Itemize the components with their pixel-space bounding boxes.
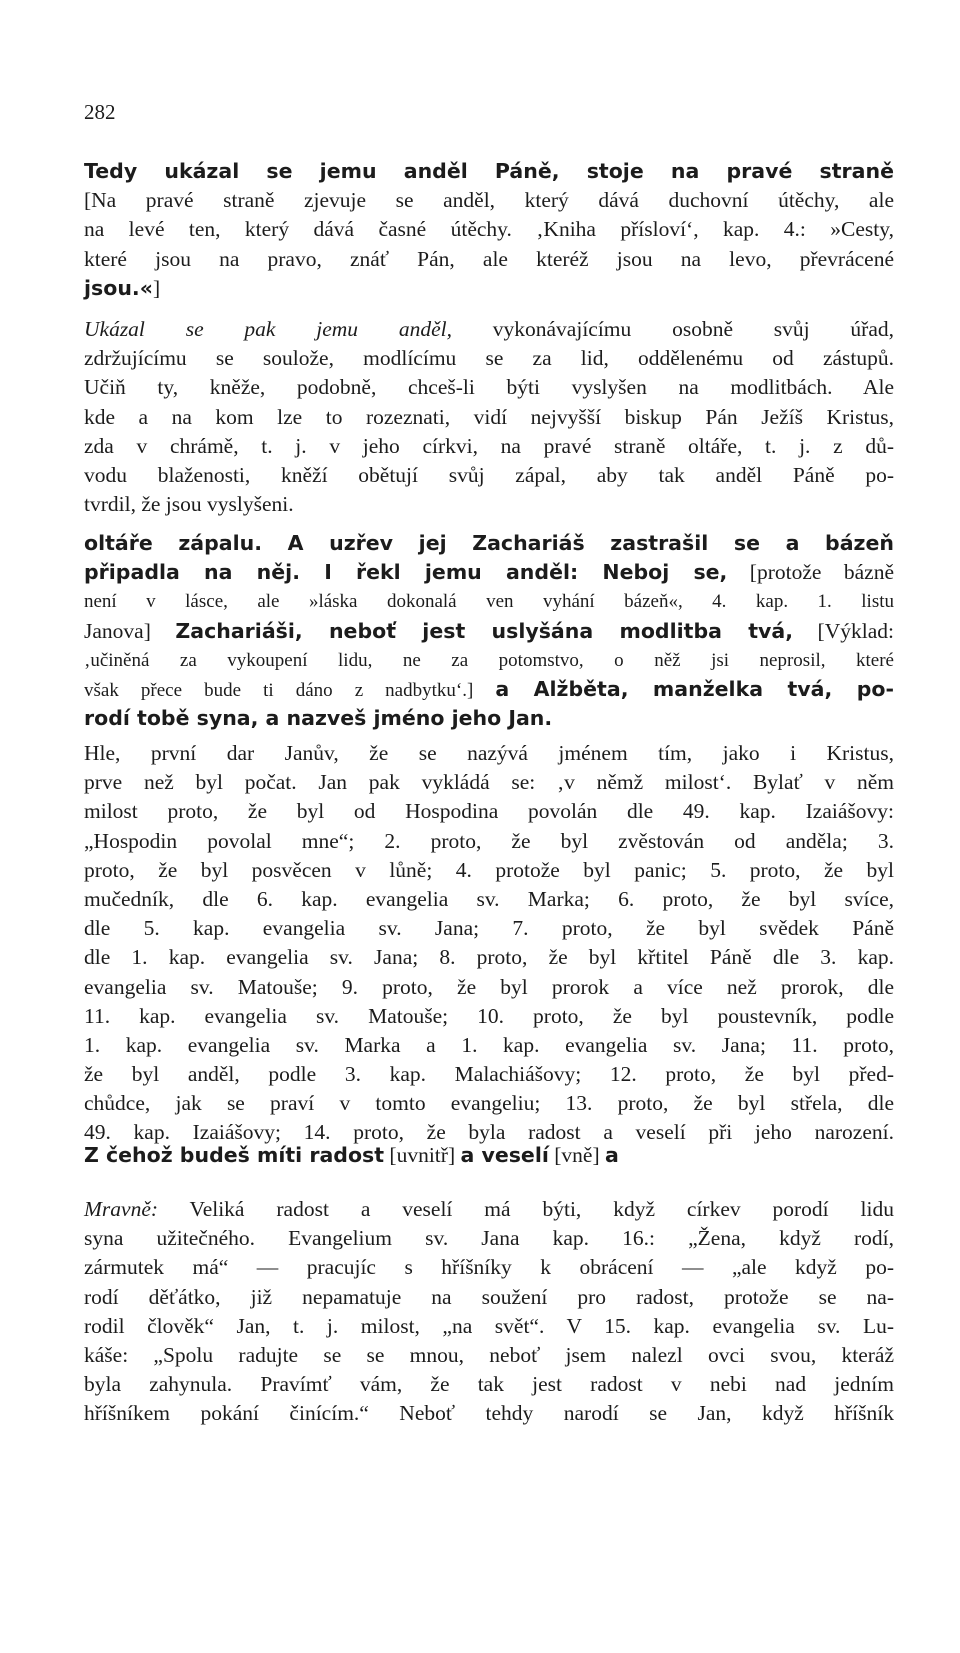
commentary-text: zdržujícímu se soulože, modlícímu se za lid, oddělenému od zástupů. (84, 346, 894, 371)
commentary-text: [protože bázně (727, 560, 894, 585)
text-line (84, 704, 894, 733)
commentary-text: chůdce, jak se praví v tomto evangeliu; 13. proto, že byl střela, dle (84, 1091, 894, 1116)
text-line (84, 215, 894, 244)
commentary-text: na levé ten, který dává časné útěchy. ‚Kniha přísloví‘, kap. 4.: »Cesty, (84, 217, 894, 242)
text-line (84, 973, 894, 1002)
text-line (84, 1002, 894, 1031)
commentary-text: mučedník, dle 6. kap. evangelia sv. Marka; 6. proto, že byl svíce, (84, 886, 894, 911)
text-line (84, 675, 894, 704)
italic-text: Mravně: (84, 1197, 159, 1221)
text-line (84, 1141, 894, 1170)
commentary-text: 1. kap. evangelia sv. Marka a 1. kap. evangelia sv. Jana; 11. proto, (84, 1032, 894, 1057)
bible-text: jsou.« (84, 275, 153, 300)
commentary-text: vykonávajícímu osobně svůj úřad, (451, 317, 894, 341)
commentary-text: není v lásce, ale »láska dokonalá ven vyhání bázeň«, 4. kap. 1. listu (84, 591, 894, 613)
commentary-text: [vně] (548, 1143, 606, 1167)
commentary-text: zda v chrámě, t. j. v jeho církvi, na pravé straně oltáře, t. j. z dů- (84, 433, 894, 458)
text-line (84, 1224, 894, 1253)
commentary-text: však přece bude ti dáno z nadbytku‘.] (84, 679, 496, 701)
text-line (84, 739, 894, 768)
text-line (84, 432, 894, 461)
text-line (84, 768, 894, 797)
bible-text: a Alžběta, manželka tvá, po- (495, 676, 894, 701)
bible-text: a veselí (460, 1143, 549, 1167)
commentary-text: syna užitečného. Evangelium sv. Jana kap. 16.: „Žena, když rodí, (84, 1226, 894, 1251)
commentary-text: 11. kap. evangelia sv. Matouše; 10. proto, že byl poustevník, podle (84, 1003, 894, 1028)
text-line (84, 1370, 894, 1399)
text-line (84, 587, 894, 616)
bible-text: rodí tobě syna, a nazveš jméno jeho Jan. (84, 706, 553, 731)
paragraph-moral-interpretation (84, 1195, 894, 1429)
italic-text: Ukázal se pak jemu anděl, (84, 317, 452, 341)
text-line (84, 186, 894, 215)
commentary-text: Učiň ty, kněže, podobně, chceš-li býti vyslyšen na modlitbách. Ale (84, 375, 894, 400)
bible-text: a (605, 1143, 619, 1167)
text-line (84, 646, 894, 675)
commentary-text: Hle, první dar Janův, že se nazývá jménem tím, jako i Kristus, (84, 741, 894, 765)
text-line (84, 373, 894, 402)
commentary-text: Janova] (84, 618, 176, 643)
paragraph-bible-verse-right-side (84, 157, 894, 303)
text-line (84, 885, 894, 914)
text-line (84, 1060, 894, 1089)
commentary-text: byla zahynula. Pravímť vám, že tak jest radost v nebi nad jedním (84, 1372, 894, 1397)
text-line (84, 558, 894, 587)
commentary-text: hříšníkem pokání činícím.“ Neboť tehdy narodí se Jan, když hříšník (84, 1401, 894, 1426)
page-number: 282 (84, 100, 116, 124)
commentary-text: Veliká radost a veselí má býti, když církev porodí lidu (158, 1197, 894, 1221)
text-line (84, 315, 894, 344)
text-line (84, 344, 894, 373)
text-line (84, 856, 894, 885)
commentary-text: [uvnitř] (384, 1143, 461, 1167)
text-line (84, 1312, 894, 1341)
text-line (84, 1341, 894, 1370)
commentary-text: evangelia sv. Matouše; 9. proto, že byl prorok a více než prorok, dle (84, 974, 894, 999)
text-line (84, 274, 894, 303)
text-line (84, 157, 894, 186)
text-line (84, 490, 894, 519)
commentary-text: rodí děťátko, již nepamatuje na soužení pro radost, protože se na- (84, 1284, 894, 1309)
commentary-text: kde a na kom lze to rozeznati, vidí nejvyšší biskup Pán Ježíš Kristus, (84, 404, 894, 429)
commentary-text: [Na pravé straně zjevuje se anděl, který dává duchovní útěchy, ale (84, 188, 894, 213)
paragraph-gifts-of-john (84, 739, 894, 1148)
commentary-text: rodil člověk“ Jan, t. j. milost, „na svět“. V 15. kap. evangelia sv. Lu- (84, 1313, 894, 1338)
bible-text: Tedy ukázal se jemu anděl Páně, stoje na pravé straně (84, 159, 894, 183)
text-line (84, 914, 894, 943)
text-line (84, 617, 894, 646)
commentary-text: zármutek má“ — pracujíc s hříšníky k obrácení — „ale když po- (84, 1255, 894, 1280)
text-line (84, 1089, 894, 1118)
text-line (84, 827, 894, 856)
paragraph-bible-verse-zachariah (84, 529, 894, 733)
text-line (84, 245, 894, 274)
commentary-text: ‚učiněná za vykoupení lidu, ne za potomstvo, o něž jsi neprosil, které (84, 649, 894, 671)
text-line (84, 1399, 894, 1428)
text-line (84, 403, 894, 432)
text-line (84, 461, 894, 490)
bible-text: připadla na něj. I řekl jemu anděl: Neboj se, (84, 560, 728, 585)
text-line (84, 1253, 894, 1282)
commentary-text: vodu blaženosti, kněží obětují svůj zápal, aby tak anděl Páně po- (84, 462, 894, 487)
commentary-text: které jsou na pravo, znáť Pán, ale kteréž jsou na levo, převrácené (84, 246, 894, 271)
commentary-text: tvrdil, že jsou vyslyšeni. (84, 492, 294, 517)
commentary-text: prve než byl počat. Jan pak vykládá se: ‚v němž milost‘. Bylať v něm (84, 770, 894, 795)
commentary-text: ] (152, 275, 161, 300)
text-line (84, 1283, 894, 1312)
commentary-text: dle 5. kap. evangelia sv. Jana; 7. proto, že byl svědek Páně (84, 916, 894, 941)
commentary-text: 49. kap. Izaiášovy; 14. proto, že byla radost a veselí při jeho narození. (84, 1120, 894, 1145)
paragraph-heading-joy (84, 1141, 894, 1170)
text-line (84, 797, 894, 826)
commentary-text: dle 1. kap. evangelia sv. Jana; 8. proto, že byl křtitel Páně dle 3. kap. (84, 945, 894, 970)
bible-text: Z čehož budeš míti radost (84, 1143, 385, 1167)
text-line (84, 1195, 894, 1224)
commentary-text: milost proto, že byl od Hospodina povolán dle 49. kap. Izaiášovy: (84, 799, 894, 824)
paragraph-commentary-angel (84, 315, 894, 519)
commentary-text: proto, že byl posvěcen v lůně; 4. protože byl panic; 5. proto, že byl (84, 857, 894, 882)
commentary-text: [Výklad: (793, 618, 894, 643)
bible-text: oltáře zápalu. A uzřev jej Zachariáš zastrašil se a bázeň (84, 531, 894, 555)
text-line (84, 1031, 894, 1060)
text-line (84, 943, 894, 972)
commentary-text: káše: „Spolu radujte se se mnou, neboť jsem nalezl ovci svou, kteráž (84, 1342, 894, 1367)
bible-text: Zachariáši, neboť jest uslyšána modlitba tvá, (175, 618, 794, 643)
commentary-text: „Hospodin povolal mne“; 2. proto, že byl zvěstován od anděla; 3. (84, 828, 894, 853)
commentary-text: že byl anděl, podle 3. kap. Malachiášovy; 12. proto, že byl před- (84, 1062, 894, 1087)
text-line (84, 529, 894, 558)
